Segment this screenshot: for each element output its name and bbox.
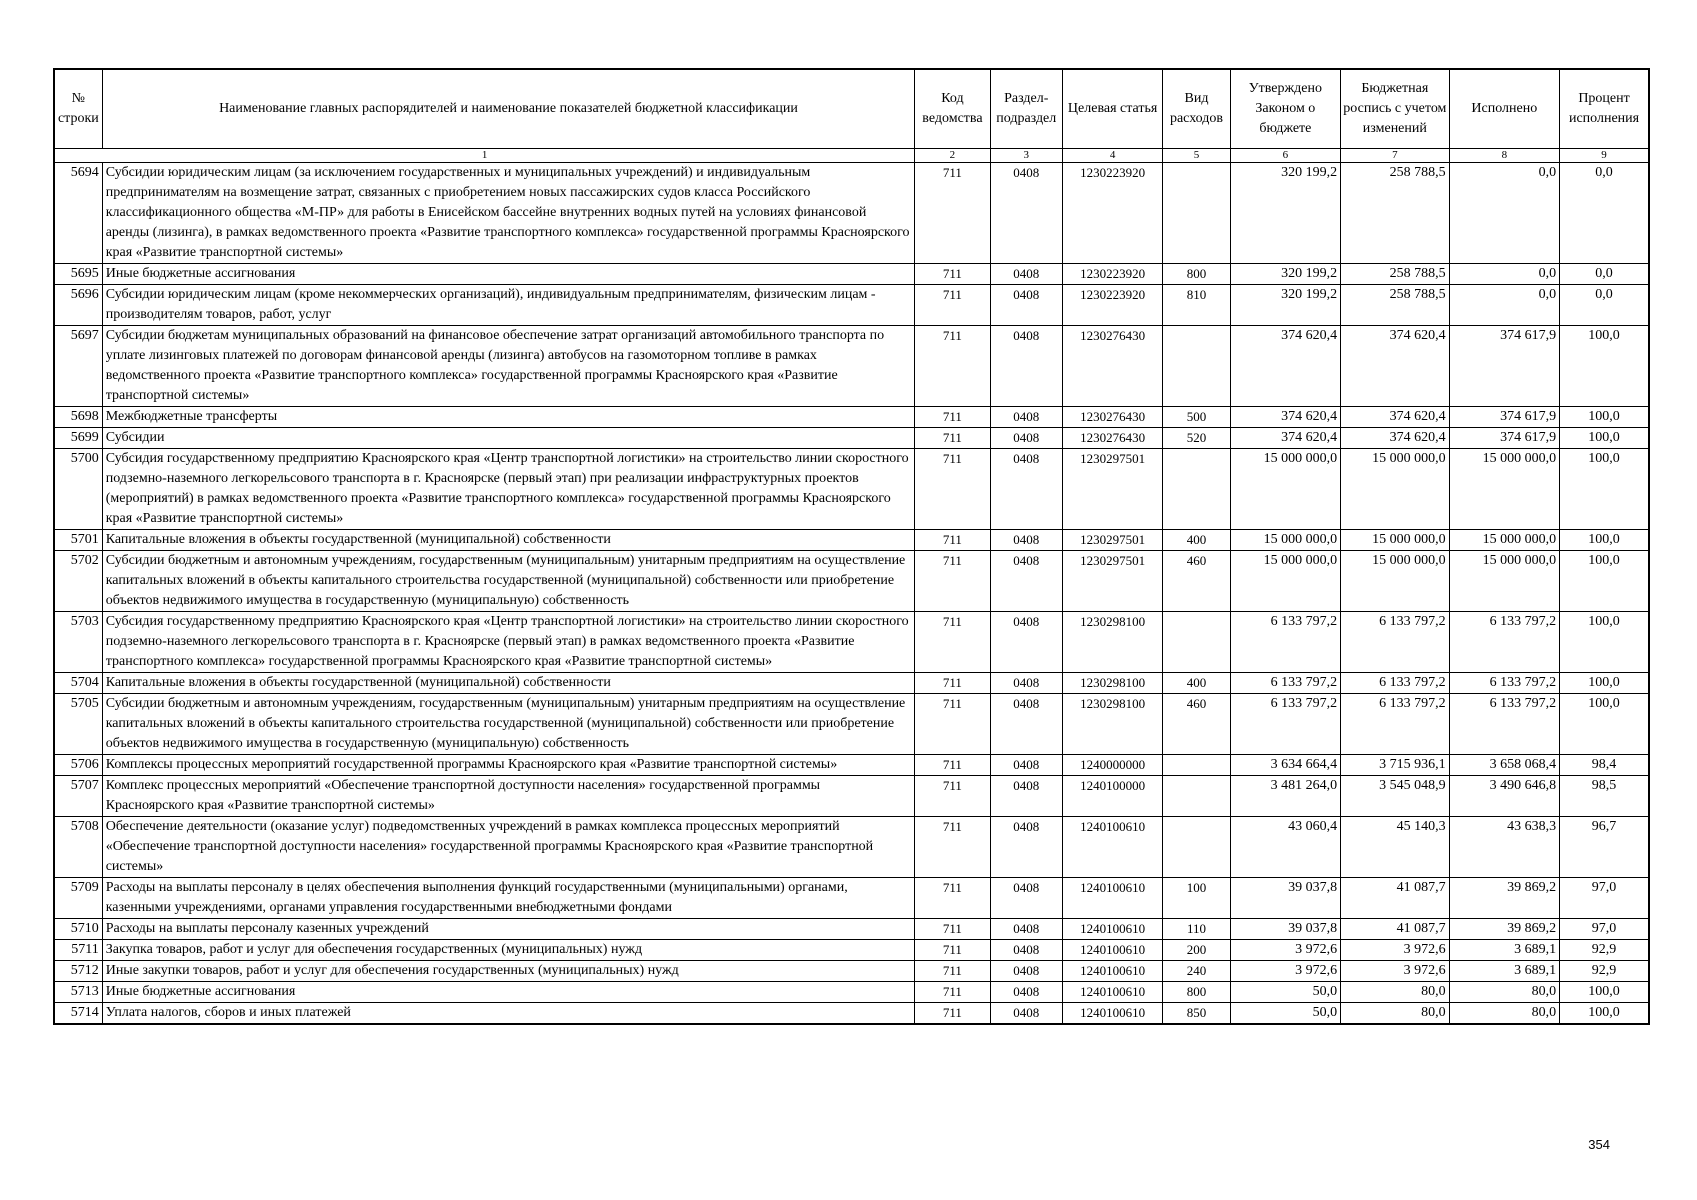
planned-cell: 6 133 797,2 bbox=[1341, 694, 1449, 755]
name-cell: Межбюджетные трансферты bbox=[102, 407, 915, 428]
planned-cell: 6 133 797,2 bbox=[1341, 612, 1449, 673]
section-cell: 0408 bbox=[990, 982, 1062, 1003]
column-number: 7 bbox=[1341, 149, 1449, 163]
planned-cell: 80,0 bbox=[1341, 982, 1449, 1003]
column-number: 8 bbox=[1449, 149, 1559, 163]
expense-type-cell: 100 bbox=[1163, 878, 1230, 919]
dept-code-cell: 711 bbox=[915, 285, 990, 326]
dept-code-cell: 711 bbox=[915, 407, 990, 428]
approved-cell: 39 037,8 bbox=[1230, 919, 1340, 940]
expense-type-cell: 400 bbox=[1163, 673, 1230, 694]
section-cell: 0408 bbox=[990, 776, 1062, 817]
target-article-cell: 1230297501 bbox=[1062, 449, 1162, 530]
column-number: 3 bbox=[990, 149, 1062, 163]
header-planned: Бюджетная роспись с учетом изменений bbox=[1341, 69, 1449, 149]
expense-type-cell bbox=[1163, 755, 1230, 776]
expense-type-cell: 800 bbox=[1163, 982, 1230, 1003]
target-article-cell: 1240100000 bbox=[1062, 776, 1162, 817]
header-expense-type: Вид расходов bbox=[1163, 69, 1230, 149]
dept-code-cell: 711 bbox=[915, 776, 990, 817]
target-article-cell: 1230297501 bbox=[1062, 530, 1162, 551]
table-row bbox=[54, 776, 1649, 817]
approved-cell: 3 972,6 bbox=[1230, 940, 1340, 961]
approved-cell: 3 972,6 bbox=[1230, 961, 1340, 982]
row-number-cell: 5697 bbox=[54, 326, 102, 407]
approved-cell: 320 199,2 bbox=[1230, 285, 1340, 326]
name-cell: Субсидии бюджетам муниципальных образований на финансовое обеспечение затрат организаций автомобильного транспорта по уплате лизинговых платежей по договорам финансовой аренды (лизинга) автобусов на газомоторном топливе в рамках ведомственного проекта «Развитие транспортного комплекса» государственной программы Красноярского края «Развитие транспортной системы» bbox=[102, 326, 915, 407]
target-article-cell: 1230276430 bbox=[1062, 407, 1162, 428]
table-header-row bbox=[54, 69, 1649, 149]
percent-cell: 100,0 bbox=[1560, 1003, 1649, 1025]
column-number: 4 bbox=[1062, 149, 1162, 163]
section-cell: 0408 bbox=[990, 817, 1062, 878]
executed-cell: 15 000 000,0 bbox=[1449, 449, 1559, 530]
table-row bbox=[54, 428, 1649, 449]
expense-type-cell: 810 bbox=[1163, 285, 1230, 326]
name-cell: Капитальные вложения в объекты государственной (муниципальной) собственности bbox=[102, 673, 915, 694]
column-number: 2 bbox=[915, 149, 990, 163]
percent-cell: 0,0 bbox=[1560, 264, 1649, 285]
section-cell: 0408 bbox=[990, 326, 1062, 407]
planned-cell: 41 087,7 bbox=[1341, 919, 1449, 940]
section-cell: 0408 bbox=[990, 961, 1062, 982]
row-number-cell: 5708 bbox=[54, 817, 102, 878]
approved-cell: 39 037,8 bbox=[1230, 878, 1340, 919]
section-cell: 0408 bbox=[990, 755, 1062, 776]
target-article-cell: 1230276430 bbox=[1062, 428, 1162, 449]
column-number: 1 bbox=[54, 149, 915, 163]
approved-cell: 15 000 000,0 bbox=[1230, 449, 1340, 530]
approved-cell: 6 133 797,2 bbox=[1230, 694, 1340, 755]
percent-cell: 100,0 bbox=[1560, 407, 1649, 428]
executed-cell: 39 869,2 bbox=[1449, 919, 1559, 940]
table-row bbox=[54, 878, 1649, 919]
executed-cell: 6 133 797,2 bbox=[1449, 673, 1559, 694]
expense-type-cell bbox=[1163, 776, 1230, 817]
executed-cell: 15 000 000,0 bbox=[1449, 530, 1559, 551]
target-article-cell: 1240000000 bbox=[1062, 755, 1162, 776]
row-number-cell: 5714 bbox=[54, 1003, 102, 1025]
target-article-cell: 1240100610 bbox=[1062, 940, 1162, 961]
name-cell: Субсидии bbox=[102, 428, 915, 449]
executed-cell: 39 869,2 bbox=[1449, 878, 1559, 919]
percent-cell: 100,0 bbox=[1560, 694, 1649, 755]
approved-cell: 15 000 000,0 bbox=[1230, 530, 1340, 551]
header-name: Наименование главных распорядителей и наименование показателей бюджетной классификации bbox=[102, 69, 915, 149]
target-article-cell: 1240100610 bbox=[1062, 919, 1162, 940]
table-row bbox=[54, 285, 1649, 326]
header-percent: Процент исполнения bbox=[1560, 69, 1649, 149]
percent-cell: 100,0 bbox=[1560, 673, 1649, 694]
section-cell: 0408 bbox=[990, 285, 1062, 326]
table-row bbox=[54, 264, 1649, 285]
dept-code-cell: 711 bbox=[915, 878, 990, 919]
section-cell: 0408 bbox=[990, 673, 1062, 694]
dept-code-cell: 711 bbox=[915, 264, 990, 285]
section-cell: 0408 bbox=[990, 612, 1062, 673]
table-row bbox=[54, 673, 1649, 694]
name-cell: Капитальные вложения в объекты государственной (муниципальной) собственности bbox=[102, 530, 915, 551]
target-article-cell: 1230223920 bbox=[1062, 264, 1162, 285]
dept-code-cell: 711 bbox=[915, 163, 990, 264]
executed-cell: 3 658 068,4 bbox=[1449, 755, 1559, 776]
planned-cell: 15 000 000,0 bbox=[1341, 449, 1449, 530]
planned-cell: 258 788,5 bbox=[1341, 264, 1449, 285]
dept-code-cell: 711 bbox=[915, 982, 990, 1003]
table-row bbox=[54, 940, 1649, 961]
name-cell: Субсидия государственному предприятию Красноярского края «Центр транспортной логистики» на строительство линии скоростного подземно-наземного легкорельсового транспорта в г. Красноярске (первый этап) в рамках ведомственного проекта «Развитие транспортного комплекса» государственной программы Красноярского края «Развитие транспортной системы» bbox=[102, 612, 915, 673]
section-cell: 0408 bbox=[990, 694, 1062, 755]
target-article-cell: 1230298100 bbox=[1062, 694, 1162, 755]
approved-cell: 374 620,4 bbox=[1230, 326, 1340, 407]
expense-type-cell: 400 bbox=[1163, 530, 1230, 551]
dept-code-cell: 711 bbox=[915, 1003, 990, 1025]
executed-cell: 80,0 bbox=[1449, 982, 1559, 1003]
section-cell: 0408 bbox=[990, 428, 1062, 449]
approved-cell: 374 620,4 bbox=[1230, 407, 1340, 428]
table-row bbox=[54, 326, 1649, 407]
expense-type-cell: 200 bbox=[1163, 940, 1230, 961]
expense-type-cell: 500 bbox=[1163, 407, 1230, 428]
approved-cell: 6 133 797,2 bbox=[1230, 673, 1340, 694]
name-cell: Закупка товаров, работ и услуг для обеспечения государственных (муниципальных) нужд bbox=[102, 940, 915, 961]
target-article-cell: 1230297501 bbox=[1062, 551, 1162, 612]
header-section: Раздел-подраздел bbox=[990, 69, 1062, 149]
section-cell: 0408 bbox=[990, 530, 1062, 551]
name-cell: Иные закупки товаров, работ и услуг для обеспечения государственных (муниципальных) нужд bbox=[102, 961, 915, 982]
dept-code-cell: 711 bbox=[915, 326, 990, 407]
dept-code-cell: 711 bbox=[915, 449, 990, 530]
target-article-cell: 1240100610 bbox=[1062, 961, 1162, 982]
table-row bbox=[54, 612, 1649, 673]
section-cell: 0408 bbox=[990, 878, 1062, 919]
name-cell: Комплекс процессных мероприятий «Обеспечение транспортной доступности населения» государственной программы Красноярского края «Развитие транспортной системы» bbox=[102, 776, 915, 817]
name-cell: Иные бюджетные ассигнования bbox=[102, 982, 915, 1003]
table-row bbox=[54, 407, 1649, 428]
dept-code-cell: 711 bbox=[915, 694, 990, 755]
section-cell: 0408 bbox=[990, 407, 1062, 428]
planned-cell: 80,0 bbox=[1341, 1003, 1449, 1025]
executed-cell: 6 133 797,2 bbox=[1449, 694, 1559, 755]
planned-cell: 6 133 797,2 bbox=[1341, 673, 1449, 694]
percent-cell: 97,0 bbox=[1560, 919, 1649, 940]
percent-cell: 0,0 bbox=[1560, 285, 1649, 326]
name-cell: Расходы на выплаты персоналу в целях обеспечения выполнения функций государственными (муниципальными) органами, казенными учреждениями, органами управления государственными внебюджетными фондами bbox=[102, 878, 915, 919]
name-cell: Субсидии юридическим лицам (кроме некоммерческих организаций), индивидуальным предпринимателям, физическим лицам - производителям товаров, работ, услуг bbox=[102, 285, 915, 326]
planned-cell: 3 715 936,1 bbox=[1341, 755, 1449, 776]
target-article-cell: 1230298100 bbox=[1062, 612, 1162, 673]
table-row bbox=[54, 1003, 1649, 1025]
row-number-cell: 5696 bbox=[54, 285, 102, 326]
name-cell: Комплексы процессных мероприятий государственной программы Красноярского края «Развитие транспортной системы» bbox=[102, 755, 915, 776]
row-number-cell: 5699 bbox=[54, 428, 102, 449]
name-cell: Уплата налогов, сборов и иных платежей bbox=[102, 1003, 915, 1025]
planned-cell: 45 140,3 bbox=[1341, 817, 1449, 878]
executed-cell: 3 490 646,8 bbox=[1449, 776, 1559, 817]
percent-cell: 92,9 bbox=[1560, 940, 1649, 961]
name-cell: Субсидии юридическим лицам (за исключением государственных и муниципальных учреждений) и индивидуальным предпринимателям на возмещение затрат, связанных с приобретением новых пассажирских судов класса Российского классификационного общества «М-ПР» для работы в Енисейском бассейне внутренних водных путей на условиях финансовой аренды (лизинга), в рамках ведомственного проекта «Развитие транспортного комплекса» государственной программы Красноярского края «Развитие транспортной системы» bbox=[102, 163, 915, 264]
target-article-cell: 1230223920 bbox=[1062, 285, 1162, 326]
row-number-cell: 5704 bbox=[54, 673, 102, 694]
target-article-cell: 1240100610 bbox=[1062, 878, 1162, 919]
header-dept-code: Код ведомства bbox=[915, 69, 990, 149]
planned-cell: 3 972,6 bbox=[1341, 940, 1449, 961]
row-number-cell: 5705 bbox=[54, 694, 102, 755]
executed-cell: 0,0 bbox=[1449, 264, 1559, 285]
table-row bbox=[54, 530, 1649, 551]
target-article-cell: 1230298100 bbox=[1062, 673, 1162, 694]
header-row-number: № строки bbox=[54, 69, 102, 149]
expense-type-cell: 460 bbox=[1163, 551, 1230, 612]
percent-cell: 100,0 bbox=[1560, 982, 1649, 1003]
executed-cell: 3 689,1 bbox=[1449, 961, 1559, 982]
executed-cell: 80,0 bbox=[1449, 1003, 1559, 1025]
row-number-cell: 5706 bbox=[54, 755, 102, 776]
percent-cell: 100,0 bbox=[1560, 428, 1649, 449]
approved-cell: 50,0 bbox=[1230, 982, 1340, 1003]
section-cell: 0408 bbox=[990, 264, 1062, 285]
dept-code-cell: 711 bbox=[915, 817, 990, 878]
header-approved: Утверждено Законом о бюджете bbox=[1230, 69, 1340, 149]
dept-code-cell: 711 bbox=[915, 755, 990, 776]
planned-cell: 374 620,4 bbox=[1341, 407, 1449, 428]
row-number-cell: 5711 bbox=[54, 940, 102, 961]
header-target-article: Целевая статья bbox=[1062, 69, 1162, 149]
expense-type-cell bbox=[1163, 163, 1230, 264]
approved-cell: 6 133 797,2 bbox=[1230, 612, 1340, 673]
percent-cell: 92,9 bbox=[1560, 961, 1649, 982]
approved-cell: 43 060,4 bbox=[1230, 817, 1340, 878]
target-article-cell: 1240100610 bbox=[1062, 1003, 1162, 1025]
table-row bbox=[54, 919, 1649, 940]
approved-cell: 50,0 bbox=[1230, 1003, 1340, 1025]
dept-code-cell: 711 bbox=[915, 673, 990, 694]
approved-cell: 3 481 264,0 bbox=[1230, 776, 1340, 817]
approved-cell: 3 634 664,4 bbox=[1230, 755, 1340, 776]
row-number-cell: 5702 bbox=[54, 551, 102, 612]
row-number-cell: 5694 bbox=[54, 163, 102, 264]
executed-cell: 43 638,3 bbox=[1449, 817, 1559, 878]
expense-type-cell: 520 bbox=[1163, 428, 1230, 449]
dept-code-cell: 711 bbox=[915, 612, 990, 673]
section-cell: 0408 bbox=[990, 163, 1062, 264]
column-numbers-row bbox=[54, 149, 1649, 163]
executed-cell: 374 617,9 bbox=[1449, 407, 1559, 428]
section-cell: 0408 bbox=[990, 919, 1062, 940]
planned-cell: 374 620,4 bbox=[1341, 428, 1449, 449]
percent-cell: 100,0 bbox=[1560, 612, 1649, 673]
table-row bbox=[54, 982, 1649, 1003]
dept-code-cell: 711 bbox=[915, 551, 990, 612]
expense-type-cell: 850 bbox=[1163, 1003, 1230, 1025]
name-cell: Субсидии бюджетным и автономным учреждениям, государственным (муниципальным) унитарным предприятиям на осуществление капитальных вложений в объекты капитального строительства государственной (муниципальной) собственности или приобретение объектов недвижимого имущества в государственную (муниципальную) собственность bbox=[102, 551, 915, 612]
executed-cell: 0,0 bbox=[1449, 163, 1559, 264]
dept-code-cell: 711 bbox=[915, 530, 990, 551]
table-row bbox=[54, 449, 1649, 530]
planned-cell: 3 545 048,9 bbox=[1341, 776, 1449, 817]
column-number: 5 bbox=[1163, 149, 1230, 163]
expense-type-cell bbox=[1163, 326, 1230, 407]
percent-cell: 96,7 bbox=[1560, 817, 1649, 878]
row-number-cell: 5698 bbox=[54, 407, 102, 428]
executed-cell: 3 689,1 bbox=[1449, 940, 1559, 961]
name-cell: Субсидия государственному предприятию Красноярского края «Центр транспортной логистики» на строительство линии скоростного подземно-наземного легкорельсового транспорта в г. Красноярске (первый этап) при реализации инфраструктурных проектов (мероприятий) в рамках ведомственного проекта «Развитие транспортного комплекса» государственной программы Красноярского края «Развитие транспортной системы» bbox=[102, 449, 915, 530]
table-body bbox=[54, 163, 1649, 1025]
name-cell: Расходы на выплаты персоналу казенных учреждений bbox=[102, 919, 915, 940]
row-number-cell: 5712 bbox=[54, 961, 102, 982]
target-article-cell: 1240100610 bbox=[1062, 982, 1162, 1003]
table-row bbox=[54, 163, 1649, 264]
section-cell: 0408 bbox=[990, 551, 1062, 612]
row-number-cell: 5707 bbox=[54, 776, 102, 817]
percent-cell: 98,5 bbox=[1560, 776, 1649, 817]
row-number-cell: 5700 bbox=[54, 449, 102, 530]
row-number-cell: 5709 bbox=[54, 878, 102, 919]
expense-type-cell: 800 bbox=[1163, 264, 1230, 285]
table-row bbox=[54, 694, 1649, 755]
section-cell: 0408 bbox=[990, 940, 1062, 961]
expense-type-cell: 110 bbox=[1163, 919, 1230, 940]
section-cell: 0408 bbox=[990, 1003, 1062, 1025]
target-article-cell: 1240100610 bbox=[1062, 817, 1162, 878]
planned-cell: 3 972,6 bbox=[1341, 961, 1449, 982]
planned-cell: 15 000 000,0 bbox=[1341, 530, 1449, 551]
row-number-cell: 5713 bbox=[54, 982, 102, 1003]
dept-code-cell: 711 bbox=[915, 919, 990, 940]
percent-cell: 98,4 bbox=[1560, 755, 1649, 776]
expense-type-cell bbox=[1163, 817, 1230, 878]
target-article-cell: 1230223920 bbox=[1062, 163, 1162, 264]
approved-cell: 374 620,4 bbox=[1230, 428, 1340, 449]
percent-cell: 100,0 bbox=[1560, 551, 1649, 612]
dept-code-cell: 711 bbox=[915, 961, 990, 982]
row-number-cell: 5703 bbox=[54, 612, 102, 673]
executed-cell: 374 617,9 bbox=[1449, 326, 1559, 407]
planned-cell: 258 788,5 bbox=[1341, 163, 1449, 264]
target-article-cell: 1230276430 bbox=[1062, 326, 1162, 407]
name-cell: Субсидии бюджетным и автономным учреждениям, государственным (муниципальным) унитарным предприятиям на осуществление капитальных вложений в объекты капитального строительства государственной (муниципальной) собственности или приобретение объектов недвижимого имущества в государственную (муниципальную) собственность bbox=[102, 694, 915, 755]
planned-cell: 15 000 000,0 bbox=[1341, 551, 1449, 612]
row-number-cell: 5695 bbox=[54, 264, 102, 285]
budget-table bbox=[53, 68, 1650, 1025]
expense-type-cell: 240 bbox=[1163, 961, 1230, 982]
planned-cell: 374 620,4 bbox=[1341, 326, 1449, 407]
percent-cell: 97,0 bbox=[1560, 878, 1649, 919]
expense-type-cell bbox=[1163, 612, 1230, 673]
dept-code-cell: 711 bbox=[915, 428, 990, 449]
approved-cell: 320 199,2 bbox=[1230, 264, 1340, 285]
percent-cell: 100,0 bbox=[1560, 530, 1649, 551]
dept-code-cell: 711 bbox=[915, 940, 990, 961]
executed-cell: 374 617,9 bbox=[1449, 428, 1559, 449]
section-cell: 0408 bbox=[990, 449, 1062, 530]
table-row bbox=[54, 961, 1649, 982]
planned-cell: 258 788,5 bbox=[1341, 285, 1449, 326]
column-number: 9 bbox=[1560, 149, 1649, 163]
row-number-cell: 5710 bbox=[54, 919, 102, 940]
row-number-cell: 5701 bbox=[54, 530, 102, 551]
name-cell: Иные бюджетные ассигнования bbox=[102, 264, 915, 285]
header-executed: Исполнено bbox=[1449, 69, 1559, 149]
executed-cell: 15 000 000,0 bbox=[1449, 551, 1559, 612]
percent-cell: 0,0 bbox=[1560, 163, 1649, 264]
table-row bbox=[54, 551, 1649, 612]
approved-cell: 15 000 000,0 bbox=[1230, 551, 1340, 612]
percent-cell: 100,0 bbox=[1560, 326, 1649, 407]
column-number: 6 bbox=[1230, 149, 1340, 163]
approved-cell: 320 199,2 bbox=[1230, 163, 1340, 264]
table-row bbox=[54, 817, 1649, 878]
expense-type-cell: 460 bbox=[1163, 694, 1230, 755]
page-number: 354 bbox=[1588, 1137, 1610, 1152]
planned-cell: 41 087,7 bbox=[1341, 878, 1449, 919]
table-row bbox=[54, 755, 1649, 776]
percent-cell: 100,0 bbox=[1560, 449, 1649, 530]
expense-type-cell bbox=[1163, 449, 1230, 530]
executed-cell: 0,0 bbox=[1449, 285, 1559, 326]
name-cell: Обеспечение деятельности (оказание услуг) подведомственных учреждений в рамках комплекса процессных мероприятий «Обеспечение транспортной доступности населения» государственной программы Красноярского края «Развитие транспортной системы» bbox=[102, 817, 915, 878]
executed-cell: 6 133 797,2 bbox=[1449, 612, 1559, 673]
